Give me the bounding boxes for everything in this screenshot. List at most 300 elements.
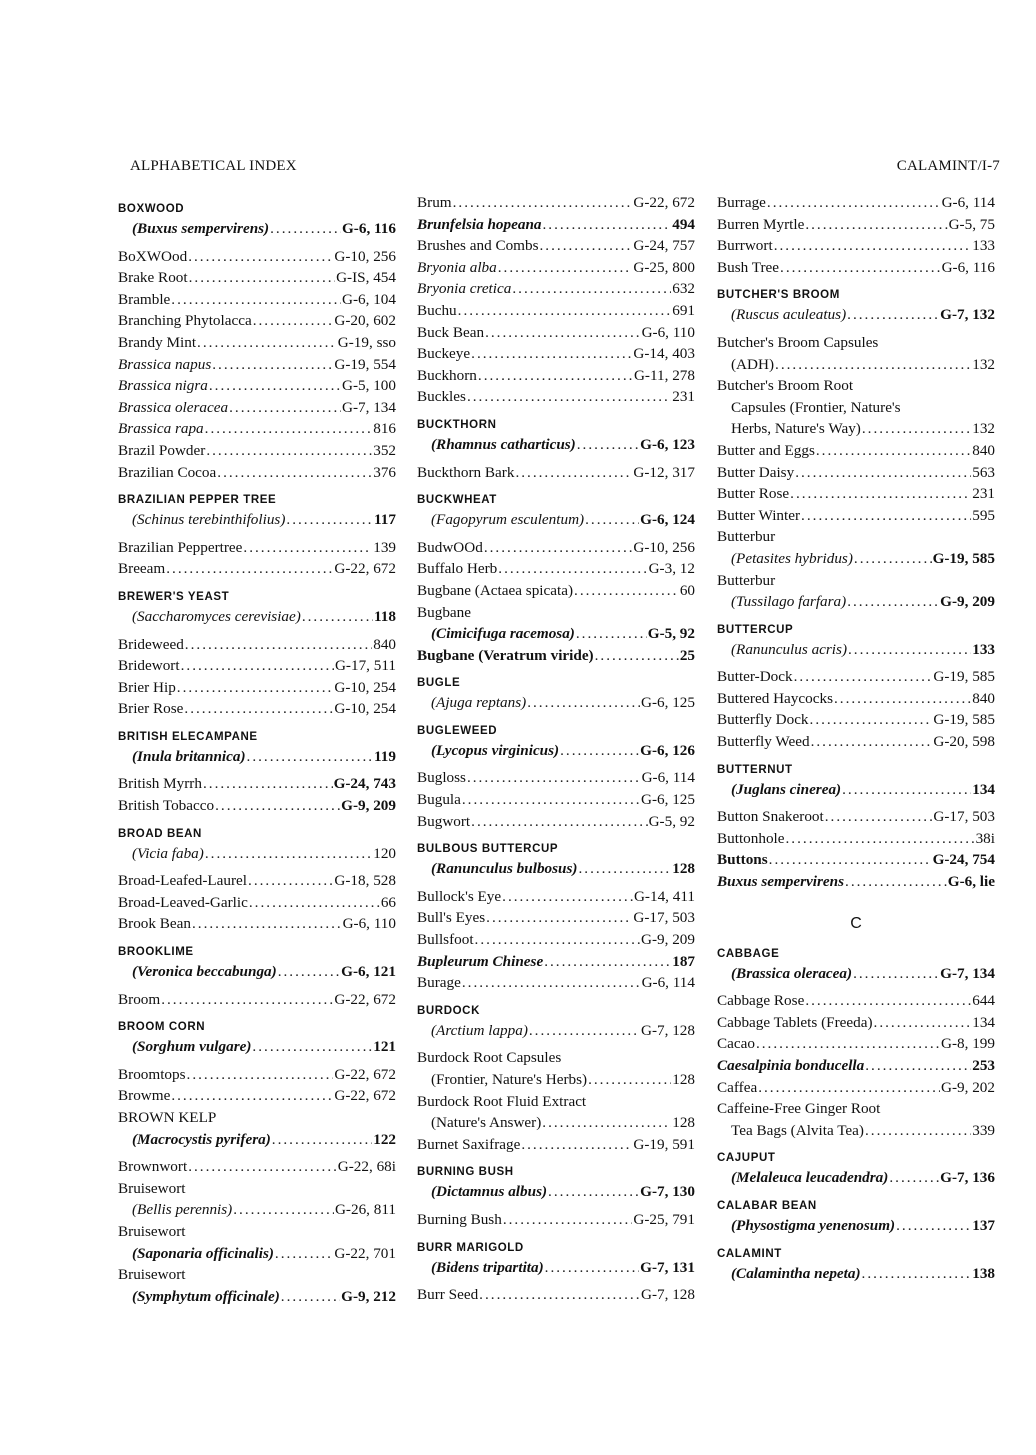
page-reference: G-6, 125	[641, 791, 695, 809]
index-term: Butter Winter	[717, 506, 801, 524]
index-entry	[717, 354, 995, 376]
index-term: Butter Daisy	[717, 463, 795, 481]
index-term: Broomtops	[118, 1065, 186, 1083]
page-reference: G-20, 602	[334, 312, 396, 330]
page-reference: G-17, 503	[633, 909, 695, 927]
dot-leader	[775, 354, 971, 376]
dot-leader	[853, 963, 939, 985]
index-term: Brier Hip	[118, 678, 176, 696]
dot-leader	[215, 795, 340, 817]
index-term: Button Snakeroot	[717, 808, 824, 826]
index-entry	[417, 300, 695, 322]
index-term: Bugula	[417, 791, 461, 809]
section-heading: BRITISH ELECAMPANE	[118, 730, 258, 743]
index-term: Broad-Leafed-Laurel	[118, 872, 248, 890]
index-term: Bugbane (Actaea spicata)	[417, 581, 574, 599]
page-reference: 121	[373, 1038, 396, 1056]
index-term: Bull's Eyes	[417, 909, 486, 927]
index-term: (Rhamnus catharticus)	[431, 435, 576, 453]
page-reference: G-19, 585	[933, 668, 995, 686]
page-reference: G-5, 92	[648, 812, 695, 830]
page-reference: 231	[972, 485, 995, 503]
dot-leader	[874, 1012, 972, 1034]
page-reference: G-22, 701	[334, 1244, 396, 1262]
index-term: Cabbage Tablets (Freeda)	[717, 1013, 873, 1031]
index-entry	[118, 1036, 396, 1058]
page-reference: G-10, 254	[334, 678, 396, 696]
index-entry	[417, 767, 695, 789]
index-term: Burning Bush	[417, 1210, 502, 1228]
index-term: (Schinus terebinthifolius)	[132, 511, 286, 529]
index-term: (Tussilago farfara)	[731, 593, 847, 611]
index-entry	[417, 907, 695, 929]
dot-leader	[767, 192, 941, 214]
page-reference: G-5, 92	[647, 625, 695, 643]
index-term: Broad-Leaved-Garlic	[118, 893, 248, 911]
index-term: (Ruscus aculeatus)	[731, 306, 847, 324]
index-term: Brazilian Peppertree	[118, 538, 243, 556]
index-term: (Juglans cinerea)	[731, 780, 842, 798]
dot-leader	[498, 558, 647, 580]
dot-leader	[177, 677, 334, 699]
index-term: Butterbur	[717, 571, 776, 589]
section-heading: BOXWOOD	[118, 203, 185, 215]
index-entry	[118, 509, 396, 531]
index-entry	[118, 1085, 396, 1107]
dot-leader	[512, 278, 671, 300]
dot-leader	[205, 843, 372, 865]
index-entry	[717, 505, 995, 527]
index-entry	[118, 354, 396, 376]
page-reference: G-19, 585	[933, 711, 995, 729]
index-term: Brassica napus	[118, 355, 212, 373]
section-heading: BURNING BUSH	[417, 1166, 514, 1179]
index-entry	[417, 811, 695, 833]
index-entry	[417, 192, 695, 214]
index-term: Browme	[118, 1087, 171, 1105]
index-term: (Saponaria officinalis)	[132, 1244, 274, 1262]
dot-leader	[854, 548, 932, 570]
page-reference: G-24, 743	[333, 775, 396, 793]
page-reference: 339	[972, 1121, 995, 1139]
index-term: Bugbane	[417, 603, 471, 621]
section-heading: BUGLEWEED	[417, 724, 498, 737]
page-reference: G-19, 585	[932, 549, 995, 567]
page-reference: G-18, 528	[334, 872, 396, 890]
index-entry	[717, 483, 995, 505]
index-entry	[417, 322, 695, 344]
page-reference: G-7, 134	[940, 964, 995, 982]
dot-leader	[896, 1215, 971, 1237]
index-term: Burnet Saxifrage	[417, 1135, 521, 1153]
section-heading: BUTCHER'S BROOM	[717, 289, 840, 302]
index-entry	[717, 192, 995, 214]
dot-leader	[467, 767, 641, 789]
index-entry	[717, 666, 995, 688]
page-reference: G-6, 125	[641, 694, 695, 712]
dot-leader	[471, 343, 632, 365]
index-term: Caffeine-Free Ginger Root	[717, 1100, 881, 1118]
index-entry	[717, 990, 995, 1012]
page-reference: 120	[373, 844, 396, 862]
page-reference: 38i	[975, 829, 995, 847]
index-entry	[717, 440, 995, 462]
index-term: Cabbage Rose	[717, 992, 805, 1010]
dot-leader	[578, 858, 671, 880]
dot-leader	[189, 267, 335, 289]
dot-leader	[786, 828, 975, 850]
index-entry	[417, 365, 695, 387]
page-reference: 25	[679, 646, 695, 664]
index-term: (Petasites hybridus)	[731, 549, 853, 567]
index-term: Buffalo Herb	[417, 560, 498, 578]
index-term: Buttered Haycocks	[717, 689, 833, 707]
dot-leader	[467, 386, 671, 408]
page-reference: 128	[672, 860, 695, 878]
dot-leader	[243, 537, 372, 559]
page-reference: 494	[672, 215, 695, 233]
page-reference: G-9, 202	[941, 1078, 995, 1096]
dot-leader	[479, 1284, 640, 1306]
dot-leader	[281, 1286, 340, 1308]
dot-leader	[272, 1129, 372, 1151]
index-term: Bupleurum Chinese	[417, 952, 544, 970]
index-term: Buxus sempervirens	[717, 873, 845, 891]
dot-leader	[545, 1257, 640, 1279]
section-heading: BUGLE	[417, 677, 461, 690]
index-term: Bugbane (Veratrum viride)	[417, 646, 594, 664]
dot-leader	[780, 257, 941, 279]
index-term: Breeam	[118, 560, 166, 578]
index-term: Brushes and Combs	[417, 237, 539, 255]
index-entry	[417, 343, 695, 365]
page-reference: G-9, 209	[940, 593, 995, 611]
index-term: Brassica rapa	[118, 420, 204, 438]
dot-leader	[286, 509, 373, 531]
page-reference: 840	[972, 441, 995, 459]
index-entry	[118, 332, 396, 354]
page-reference: 376	[373, 463, 396, 481]
index-term: (Cimicifuga racemosa)	[431, 625, 575, 643]
section-heading: BRAZILIAN PEPPER TREE	[118, 494, 277, 507]
index-entry	[118, 677, 396, 699]
page-reference: G-19, 554	[334, 355, 396, 373]
index-entry	[118, 1199, 396, 1221]
index-term: Brassica nigra	[118, 377, 208, 395]
index-term: Bryonia cretica	[417, 280, 512, 298]
index-term: (Macrocystis pyrifera)	[132, 1130, 271, 1148]
page-reference: 134	[972, 1013, 995, 1031]
index-entry	[717, 963, 995, 985]
dot-leader	[585, 509, 639, 531]
index-entry	[717, 1263, 995, 1285]
page-reference: G-6, 114	[641, 974, 695, 992]
dot-leader	[811, 731, 933, 753]
index-entry	[717, 548, 995, 570]
index-entry	[417, 558, 695, 580]
index-entry	[118, 913, 396, 935]
section-heading: CABBAGE	[717, 947, 780, 960]
index-term: Buckhorn	[417, 366, 477, 384]
index-term: (Lycopus virginicus)	[431, 741, 560, 759]
index-entry	[417, 645, 695, 667]
index-term: (Bellis perennis)	[132, 1201, 233, 1219]
index-term: British Myrrh	[118, 775, 202, 793]
index-entry	[118, 989, 396, 1011]
dot-leader	[197, 332, 337, 354]
page-reference: G-22, 68i	[337, 1158, 396, 1176]
page-reference: G-6, lie	[947, 873, 995, 891]
index-entry	[118, 218, 396, 240]
dot-leader	[171, 289, 341, 311]
index-column-1	[118, 192, 396, 1307]
dot-leader	[275, 1243, 333, 1265]
page-reference: G-22, 672	[633, 194, 695, 211]
index-entry	[417, 951, 695, 973]
index-entry	[118, 1156, 396, 1178]
dot-leader	[181, 655, 334, 677]
index-entry	[118, 440, 396, 462]
index-term: Bryonia alba	[417, 258, 497, 276]
index-entry	[417, 789, 695, 811]
page-reference: G-10, 256	[633, 538, 695, 556]
index-entry	[118, 1064, 396, 1086]
index-term: Bullsfoot	[417, 931, 474, 949]
page-reference: G-7, 132	[940, 306, 995, 324]
index-term: Tea Bags (Alvita Tea)	[731, 1121, 864, 1139]
index-entry	[717, 849, 995, 871]
section-heading: BROOKLIME	[118, 946, 194, 959]
section-heading: BROAD BEAN	[118, 827, 202, 840]
section-heading: BUCKTHORN	[417, 418, 497, 431]
index-entry	[717, 639, 995, 661]
dot-leader	[515, 462, 632, 484]
index-entry	[417, 1209, 695, 1231]
page-reference: G-6, 110	[641, 323, 695, 341]
index-entry	[118, 267, 396, 289]
dot-leader	[485, 322, 641, 344]
index-term: Buck Bean	[417, 323, 485, 341]
page-reference: G-14, 411	[633, 887, 695, 905]
dot-leader	[825, 806, 933, 828]
index-entry	[717, 1077, 995, 1099]
page-reference: 133	[972, 640, 995, 658]
dot-leader	[486, 907, 632, 929]
dot-leader	[521, 1134, 632, 1156]
index-term: (Veronica beccabunga)	[132, 963, 277, 981]
index-term: Butcher's Broom Root	[717, 377, 854, 395]
section-heading: BROOM CORN	[118, 1021, 206, 1034]
dot-leader	[188, 246, 333, 268]
dot-leader	[862, 418, 971, 440]
index-entry	[118, 773, 396, 795]
dot-leader	[801, 505, 971, 527]
dot-leader	[847, 304, 939, 326]
dot-leader	[188, 1156, 337, 1178]
index-entry	[417, 537, 695, 559]
index-term: Burr Seed	[417, 1286, 479, 1304]
index-term: BROWN KELP	[118, 1109, 217, 1126]
page-reference: 840	[972, 689, 995, 707]
index-entry	[118, 397, 396, 419]
index-term: Butterfly Dock	[717, 711, 809, 729]
index-term: Broom	[118, 990, 161, 1008]
index-entry	[417, 1181, 695, 1203]
index-term: Burage	[417, 974, 461, 992]
dot-leader	[769, 849, 932, 871]
page-reference: G-22, 672	[334, 1087, 396, 1105]
page-reference: G-22, 672	[334, 990, 396, 1008]
index-term: (Ranunculus acris)	[731, 640, 847, 658]
page-reference: G-19, sso	[337, 333, 396, 351]
index-term: (Dictamnus albus)	[431, 1183, 548, 1201]
index-entry	[118, 870, 396, 892]
page-reference: 840	[373, 635, 396, 653]
page-reference: G-9, 209	[641, 931, 695, 949]
index-term: BoXWOod	[118, 247, 188, 265]
index-term: Butcher's Broom Capsules	[717, 333, 879, 351]
dot-leader	[560, 740, 639, 762]
section-heading: CALAMINT	[717, 1247, 782, 1260]
page-reference: G-20, 598	[933, 733, 995, 751]
dot-leader	[502, 886, 633, 908]
page-reference: G-24, 754	[932, 851, 995, 869]
page-reference: G-6, 104	[342, 290, 396, 308]
dot-leader	[503, 1209, 633, 1231]
index-term: Butterbur	[717, 528, 776, 546]
page-reference: 132	[972, 355, 995, 373]
dot-leader	[529, 1020, 640, 1042]
dot-leader	[212, 354, 333, 376]
dot-leader	[810, 709, 933, 731]
index-entry	[717, 591, 995, 613]
index-entry	[417, 386, 695, 408]
index-term: Bugwort	[417, 812, 471, 830]
index-entry	[118, 606, 396, 628]
dot-leader	[192, 913, 342, 935]
index-entry	[717, 304, 995, 326]
index-entry	[118, 462, 396, 484]
dot-leader	[484, 537, 633, 559]
page-reference: G-6, 126	[640, 741, 695, 759]
index-term: Brandy Mint	[118, 333, 197, 351]
index-entry	[118, 655, 396, 677]
index-term: Bugloss	[417, 769, 466, 787]
index-entry	[417, 257, 695, 279]
index-entry	[118, 310, 396, 332]
dot-leader	[248, 870, 333, 892]
index-term: Cacao	[717, 1035, 755, 1053]
dot-leader	[471, 811, 647, 833]
index-entry	[118, 1286, 396, 1308]
dot-leader	[842, 779, 971, 801]
page-reference: 128	[672, 1071, 695, 1088]
page-reference: 66	[380, 893, 396, 911]
index-term: Butter Rose	[717, 485, 790, 503]
index-term: Burren Myrtle	[717, 215, 805, 233]
index-term: (Physostigma yenenosum)	[731, 1216, 896, 1234]
letter-divider: C	[850, 914, 862, 932]
dot-leader	[542, 214, 671, 236]
index-entry	[118, 746, 396, 768]
index-entry	[417, 235, 695, 257]
index-term: Bullock's Eye	[417, 887, 502, 905]
dot-leader	[478, 365, 633, 387]
index-entry	[417, 1134, 695, 1156]
section-heading: CAJUPUT	[717, 1152, 776, 1165]
index-term: Brideweed	[118, 635, 184, 653]
dot-leader	[206, 440, 372, 462]
dot-leader	[795, 462, 971, 484]
page-reference: G-17, 503	[933, 808, 995, 826]
page-reference: G-6, 110	[342, 915, 396, 933]
index-term: Burrage	[717, 194, 766, 211]
index-term: Bruisewort	[118, 1179, 186, 1197]
page-reference: G-9, 209	[341, 797, 396, 815]
index-term: Brownwort	[118, 1158, 188, 1176]
page-reference: G-6, 121	[341, 963, 396, 981]
index-entry	[417, 434, 695, 456]
page-reference: G-7, 136	[940, 1169, 995, 1187]
dot-leader	[816, 440, 971, 462]
page-reference: 118	[374, 607, 396, 625]
dot-leader	[203, 773, 333, 795]
section-heading: BUTTERNUT	[717, 763, 793, 776]
dot-leader	[527, 692, 640, 714]
page-reference: 563	[972, 463, 995, 481]
index-term: Brake Root	[118, 269, 188, 287]
page-reference: G-9, 212	[341, 1287, 396, 1305]
dot-leader	[805, 990, 971, 1012]
dot-leader	[595, 645, 679, 667]
page-reference: 139	[373, 538, 396, 556]
dot-leader	[889, 1167, 939, 1189]
dot-leader	[576, 623, 647, 645]
dot-leader	[794, 666, 933, 688]
page-reference: 119	[374, 747, 396, 765]
index-entry	[717, 1055, 995, 1077]
section-heading: BULBOUS BUTTERCUP	[417, 843, 559, 856]
dot-leader	[270, 218, 341, 240]
dot-leader	[302, 606, 373, 628]
index-entry	[717, 688, 995, 710]
index-entry	[118, 375, 396, 397]
index-entry	[417, 1284, 695, 1306]
page-reference: G-6, 116	[341, 220, 396, 237]
page-reference: 128	[672, 1114, 695, 1132]
dot-leader	[161, 989, 333, 1011]
page-reference: 132	[972, 420, 995, 438]
index-term: Bush Tree	[717, 258, 780, 276]
index-term: Buchu	[417, 301, 457, 319]
dot-leader	[834, 688, 971, 710]
page-reference: G-26, 811	[334, 1201, 396, 1219]
page-reference: G-24, 757	[633, 237, 695, 255]
index-term: (Nature's Answer)	[431, 1114, 542, 1132]
page-reference: G-7, 131	[640, 1258, 695, 1276]
index-term: (Frontier, Nature's Herbs)	[431, 1071, 588, 1088]
page-reference: G-6, 123	[640, 435, 695, 453]
index-term: (Sorghum vulgare)	[132, 1038, 252, 1056]
page-reference: G-14, 403	[633, 345, 695, 363]
dot-leader	[544, 951, 671, 973]
index-entry	[717, 871, 995, 893]
dot-leader	[542, 1112, 671, 1134]
dot-leader	[462, 789, 640, 811]
index-term: (Fagopyrum esculentum)	[431, 511, 585, 529]
index-entry	[717, 1012, 995, 1034]
page-reference: G-17, 511	[334, 657, 396, 675]
